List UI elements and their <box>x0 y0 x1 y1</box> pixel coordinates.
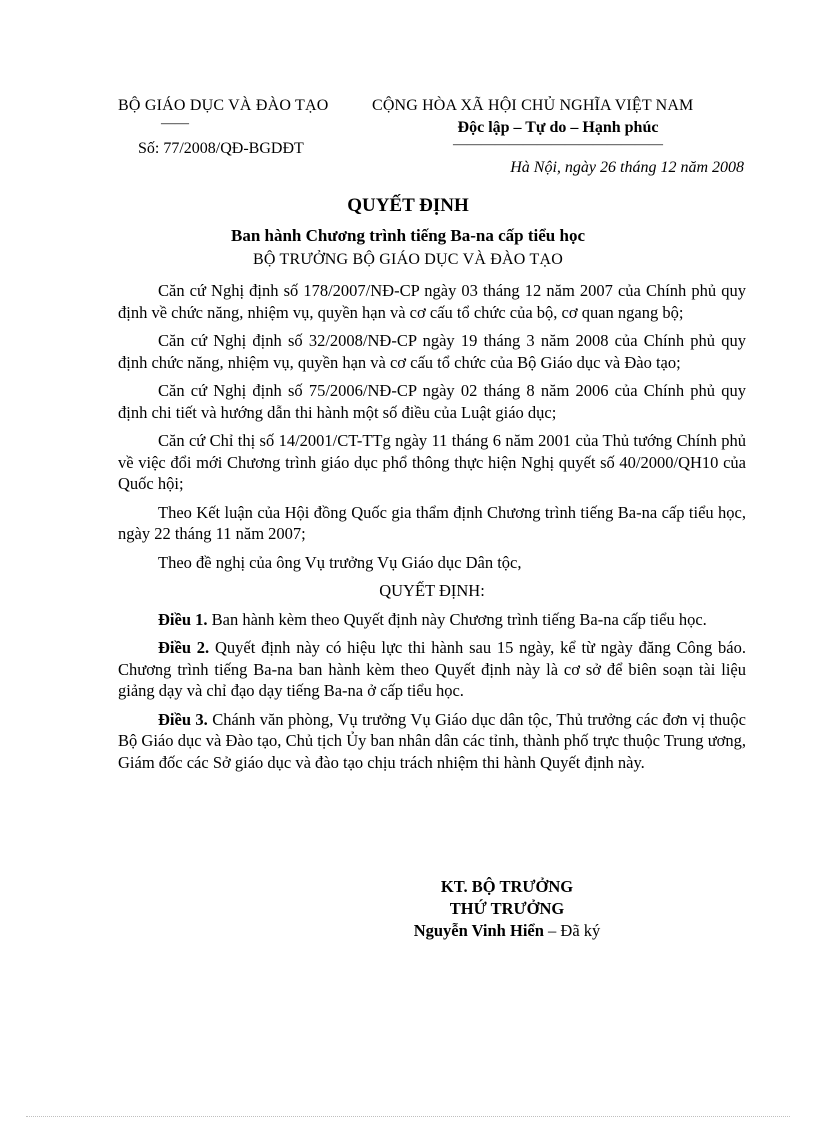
document-body <box>118 280 746 780</box>
issuing-ministry: BỘ GIÁO DỤC VÀ ĐÀO TẠO <box>118 97 329 114</box>
article-label: Điều 3. <box>158 709 208 729</box>
motto-underline: ——————————————— <box>453 137 663 152</box>
article-text: Quyết định này có hiệu lực thi hành sau 15 ngày, kể từ ngày đăng Công báo. Chương trình tiếng Ba-na ban hành kèm theo Quyết định này là cơ sở để biên soạn tài liệu giảng dạy và chỉ đạo dạy tiếng Ba-na ở cấp tiểu học. <box>118 638 746 700</box>
document-title: QUYẾT ĐỊNH <box>347 195 469 216</box>
signer-name: Nguyễn Vinh Hiển <box>413 921 544 940</box>
article-text: Ban hành kèm theo Quyết định này Chương trình tiếng Ba-na cấp tiểu học. <box>207 609 707 629</box>
decision-heading: QUYẾT ĐỊNH: <box>379 581 485 600</box>
article-text: Chánh văn phòng, Vụ trưởng Vụ Giáo dục dân tộc, Thủ trưởng các đơn vị thuộc Bộ Giáo dục và Đào tạo, Chủ tịch Ủy ban nhân dân các tỉnh, thành phố trực thuộc Trung ương, Giám đốc các Sở giáo dục và đào tạo chịu trách nhiệm thi hành Quyết định này. <box>118 709 746 772</box>
signer-line <box>396 920 618 942</box>
preamble-paragraph: Căn cứ Nghị định số 178/2007/NĐ-CP ngày 03 tháng 12 năm 2007 của Chính phủ quy định về chức năng, nhiệm vụ, quyền hạn và cơ cấu tổ chức của bộ, cơ quan ngang bộ; <box>118 281 746 322</box>
place-and-date: Hà Nội, ngày 26 tháng 12 năm 2008 <box>510 159 744 176</box>
signature-block <box>396 876 618 942</box>
document-number: Số: 77/2008/QĐ-BGDĐT <box>138 140 304 157</box>
preamble-paragraph: Căn cứ Nghị định số 75/2006/NĐ-CP ngày 02 tháng 8 năm 2006 của Chính phủ quy định chi tiết và hướng dẫn thi hành một số điều của Luật giáo dục; <box>118 381 746 422</box>
preamble-paragraph: Căn cứ Nghị định số 32/2008/NĐ-CP ngày 19 tháng 3 năm 2008 của Chính phủ quy định chức năng, nhiệm vụ, quyền hạn và cơ cấu tổ chức của Bộ Giáo dục và Đào tạo; <box>118 331 746 372</box>
national-motto: Độc lập – Tự do – Hạnh phúc <box>457 119 659 136</box>
article-label: Điều 2. <box>158 638 210 657</box>
signed-note: – Đã ký <box>543 921 601 940</box>
article-2 <box>118 637 746 702</box>
document-subtitle: Ban hành Chương trình tiếng Ba-na cấp tiểu học <box>230 226 586 245</box>
article-3 <box>118 709 746 774</box>
page-footer-divider <box>26 1116 790 1117</box>
article-label: Điều 1. <box>158 609 208 629</box>
national-title: CỘNG HÒA XÃ HỘI CHỦ NGHĨA VIỆT NAM <box>372 97 694 114</box>
issuing-authority: BỘ TRƯỞNG BỘ GIÁO DỤC VÀ ĐÀO TẠO <box>253 251 563 268</box>
signature-title-line1: KT. BỘ TRƯỞNG <box>440 877 574 896</box>
preamble-paragraph: Theo Kết luận của Hội đồng Quốc gia thẩm định Chương trình tiếng Ba-na cấp tiểu học, ngày 22 tháng 11 năm 2007; <box>118 502 746 543</box>
signature-title-line2: THỨ TRƯỞNG <box>449 899 565 918</box>
ministry-underline: —— <box>161 116 189 131</box>
preamble-paragraph: Căn cứ Chỉ thị số 14/2001/CT-TTg ngày 11 tháng 6 năm 2001 của Thủ tướng Chính phủ về việc đổi mới Chương trình giáo dục phổ thông thực hiện Nghị quyết số 40/2000/QH10 của Quốc hội; <box>118 431 746 493</box>
preamble-paragraph: Theo đề nghị của ông Vụ trưởng Vụ Giáo dục Dân tộc, <box>158 552 522 572</box>
article-1 <box>118 609 746 631</box>
